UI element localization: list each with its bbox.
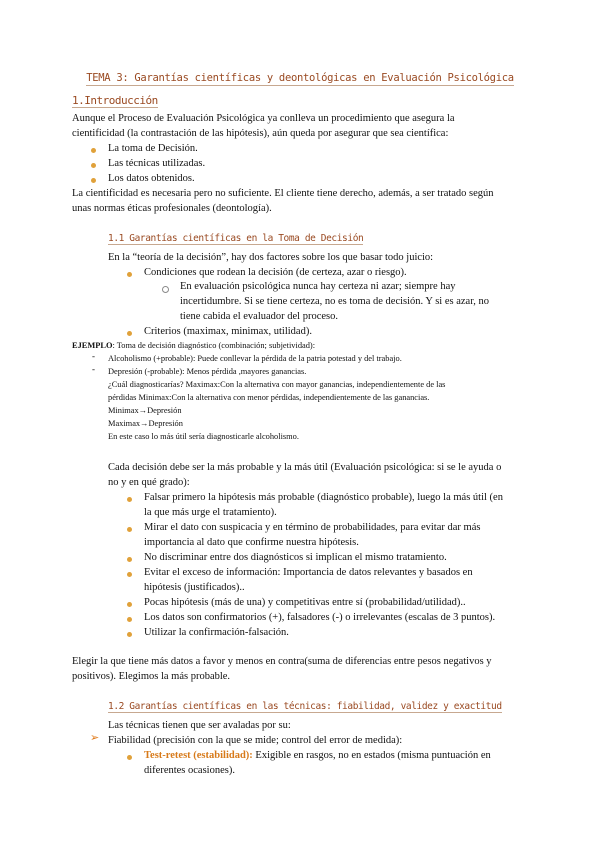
section-1-heading: 1.Introducción [72,94,158,107]
bullet-dot-icon [91,178,96,183]
example-question-line-1: ¿Cuál diagnosticarías? Maximax:Con la alternativa con mayor ganancias, independientemente de las [108,380,446,389]
decision-lead: En la “teoría de la decisión”, hay dos factores sobre los que basar todo juicio: [108,252,434,263]
intro-line-1: Aunque el Proceso de Evaluación Psicológica ya conlleva un procedimiento que asegura la [72,113,455,124]
rule-item: No discriminar entre dos diagnósticos si implican el mismo tratamiento. [144,552,447,563]
bullet-dot-icon [127,272,132,277]
example-maximax: Maximax→Depresión [108,419,183,428]
elect-line-2: positivos). Elegimos la más probable. [72,671,231,682]
reliability-item: Fiabilidad (precisión con la que se mide; control del error de medida): [108,735,403,746]
techniques-lead: Las técnicas tienen que ser avaladas por su: [108,720,291,731]
intro-line-2: cientificidad (la contrastación de las hipótesis), aún queda por asegurar que sea científica: [72,128,449,139]
rule-item-cont: la que más urge el tratamiento). [144,507,277,518]
bullet-dot-icon [127,632,132,637]
example-heading: EJEMPLO: Toma de decisión diagnóstico (combinación; subjetividad): [72,341,316,350]
list-item: Condiciones que rodean la decisión (de certeza, azar o riesgo). [144,267,407,278]
rule-item: Los datos son confirmatorios (+), falsadores (-) o irrelevantes (escalas de 3 puntos). [144,612,496,623]
elect-line-1: Elegir la que tiene más datos a favor y menos en contra(suma de diferencias entre pesos negativos y [72,656,492,667]
closing-line-2: unas normas éticas profesionales (deontología). [72,203,272,214]
dash-icon: - [92,364,95,374]
rule-item-cont: importancia al dato que confirme nuestra hipótesis. [144,537,359,548]
list-item: Las técnicas utilizadas. [108,158,206,169]
list-item: Criterios (maximax, minimax, utilidad). [144,326,312,337]
bullet-dot-icon [127,602,132,607]
bullet-dot-icon [127,755,132,760]
list-item: Los datos obtenidos. [108,173,195,184]
sub-item-line-2: incertidumbre. Si se tiene certeza, no es toma de decisión. Y si es azar, no [180,296,490,307]
test-retest-line-2: diferentes ocasiones). [144,765,235,776]
bullet-dot-icon [127,557,132,562]
rule-item: Mirar el dato con suspicacia y en término de probabilidades, para evitar dar más [144,522,481,533]
rule-item: Pocas hipótesis (más de una) y competitivas entre sí (probabilidad/utilidad).. [144,597,466,608]
test-retest-line-1: Test-retest (estabilidad): Exigible en rasgos, no en estados (misma puntuación en [144,750,491,761]
arrow-bullet-icon: ➢ [90,732,100,744]
example-item-2: Depresión (-probable): Menos pérdida ,mayores ganancias. [108,367,307,376]
rule-item-cont: hipótesis (justificados).. [144,582,245,593]
closing-line-1: La cientificidad es necesaria pero no suficiente. El cliente tiene derecho, además, a ser tratado según [72,188,494,199]
bullet-ring-icon [162,286,169,293]
bullet-dot-icon [91,148,96,153]
example-minimax: Minimax→Depresión [108,406,182,415]
example-item-1: Alcoholismo (+probable): Puede conllevar la pérdida de la patria potestad y del trabajo. [108,354,402,363]
bullet-dot-icon [127,617,132,622]
section-1-1-heading: 1.1 Garantías científicas en la Toma de Decisión [108,233,364,244]
rule-item: Utilizar la confirmación-falsación. [144,627,289,638]
bullet-dot-icon [91,163,96,168]
dash-icon: - [92,351,95,361]
rule-item: Evitar el exceso de información: Importancia de datos relevantes y basados en [144,567,473,578]
sub-item-line-3: tiene cabida el evaluador del proceso. [180,311,339,322]
example-question-line-2: pérdidas Minimax:Con la alternativa con menor pérdidas, independientemente de las ganancias. [108,393,430,402]
example-conclusion: En este caso lo más útil sería diagnosticarle alcoholismo. [108,432,299,441]
bullet-dot-icon [127,331,132,336]
bullet-dot-icon [127,572,132,577]
bullet-dot-icon [127,527,132,532]
sub-item-line-1: En evaluación psicológica nunca hay certeza ni azar; siempre hay [180,281,456,292]
section-1-2-heading: 1.2 Garantías científicas en las técnicas: fiabilidad, validez y exactitud [108,701,502,712]
decision-line-1: Cada decisión debe ser la más probable y la más útil (Evaluación psicológica: si se le ayuda o [108,462,502,473]
decision-line-2: no y en qué grado): [108,477,190,488]
document-title: TEMA 3: Garantías científicas y deontológicas en Evaluación Psicológica [86,72,514,84]
list-item: La toma de Decisión. [108,143,198,154]
bullet-dot-icon [127,497,132,502]
rule-item: Falsar primero la hipótesis más probable (diagnóstico probable), luego la más útil (en [144,492,503,503]
